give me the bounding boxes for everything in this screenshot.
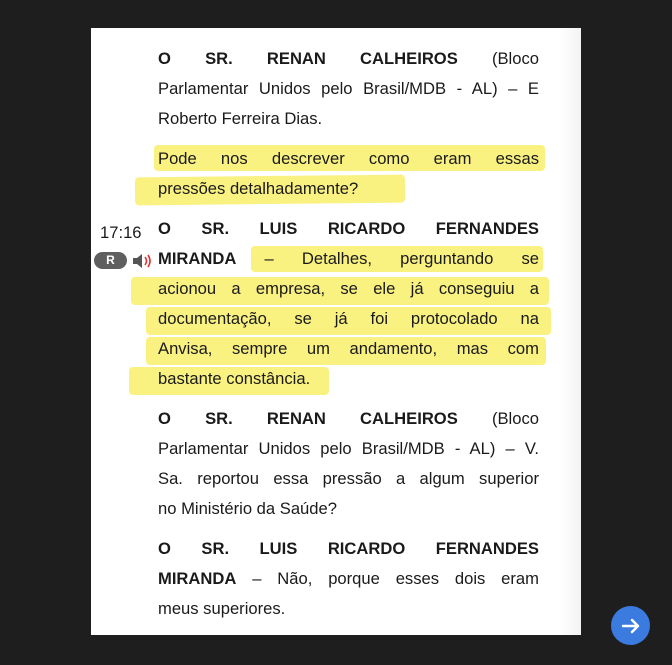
text-segment: – Não, porque esses dois eram — [252, 569, 539, 588]
text-segment: (Bloco — [491, 49, 539, 68]
paragraph-luis-2 — [158, 534, 539, 624]
paragraph-renan-1 — [158, 44, 539, 134]
speaker-name: MIRANDA — [158, 569, 237, 588]
text-line: documentação, se já foi protocolado na — [158, 309, 539, 328]
speaker-name: O SR. LUIS RICARDO FERNANDES — [158, 219, 539, 238]
speaker-name: MIRANDA — [158, 249, 237, 268]
text-line: pressões detalhadamente? — [158, 179, 359, 198]
text-line: meus superiores. — [158, 599, 286, 618]
document-page — [91, 28, 581, 635]
paragraph-renan-2 — [158, 404, 539, 524]
text-line: Sa. reportou essa pressão a algum superior — [158, 469, 539, 488]
arrow-right-icon — [620, 615, 642, 637]
text-line: Parlamentar Unidos pelo Brasil/MDB - AL) – V. — [158, 439, 539, 458]
text-line: no Ministério da Saúde? — [158, 499, 337, 518]
text-line — [158, 44, 539, 74]
speaker-name: O SR. LUIS RICARDO FERNANDES — [158, 539, 539, 558]
timestamp: 17:16 — [100, 223, 142, 242]
text-line: Pode nos descrever como eram essas — [158, 149, 539, 168]
speaker-name: O SR. RENAN CALHEIROS — [158, 49, 458, 68]
paragraph-question-1 — [158, 144, 539, 204]
text-line: Anvisa, sempre um andamento, mas com — [158, 339, 539, 358]
next-button[interactable] — [611, 606, 650, 645]
page-edge — [559, 28, 581, 635]
text-segment: (Bloco — [491, 409, 539, 428]
speaker-icon[interactable] — [131, 252, 155, 270]
speaker-name: O SR. RENAN CALHEIROS — [158, 409, 458, 428]
text-line: Parlamentar Unidos pelo Brasil/MDB - AL) – E — [158, 79, 539, 98]
recording-badge[interactable]: R — [94, 252, 127, 269]
text-line — [158, 244, 539, 274]
text-line: Roberto Ferreira Dias. — [158, 109, 323, 128]
text-segment: – Detalhes, perguntando se — [264, 249, 539, 268]
text-line — [158, 404, 539, 434]
text-line: bastante constância. — [158, 369, 311, 388]
paragraph-luis-1 — [158, 214, 539, 394]
text-line — [158, 564, 539, 594]
text-line: acionou a empresa, se ele já conseguiu a — [158, 279, 539, 298]
